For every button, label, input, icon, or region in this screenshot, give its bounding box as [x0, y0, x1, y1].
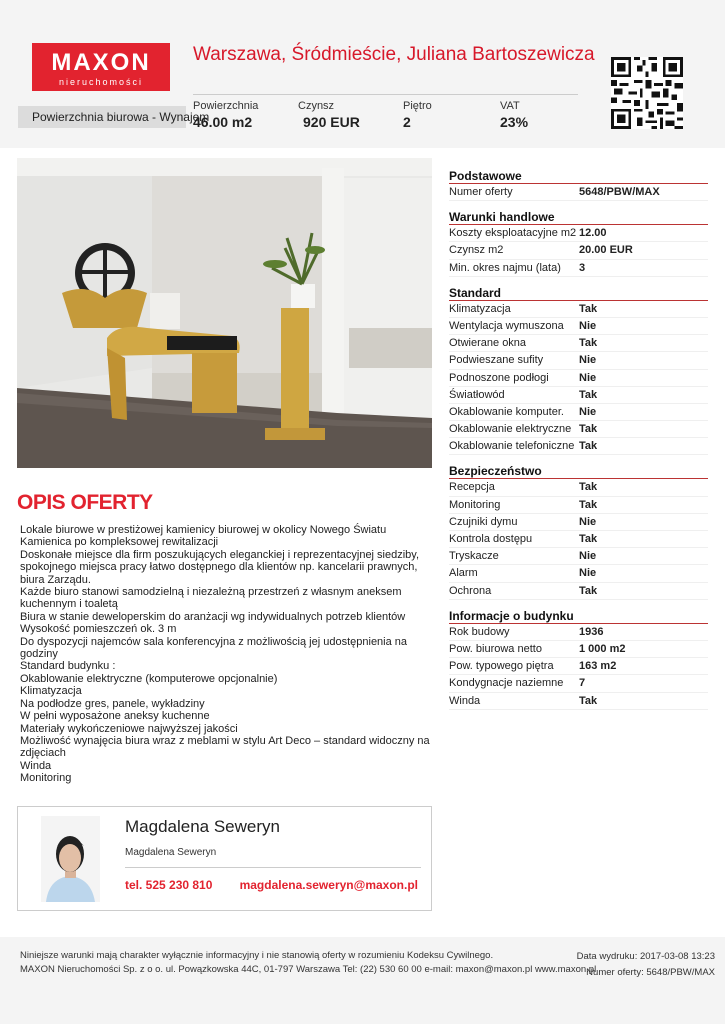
footer-meta [577, 949, 715, 981]
description-line: Monitoring [20, 772, 72, 785]
agent-subtitle: Magdalena Seweryn [125, 847, 217, 858]
detail-label: Światłowód [449, 388, 505, 401]
detail-value: Nie [579, 515, 597, 528]
agent-avatar [41, 816, 100, 902]
detail-row [449, 479, 708, 496]
detail-value: Nie [579, 371, 597, 384]
logo-brand: MAXON [51, 49, 151, 76]
qr-code-icon[interactable] [611, 57, 683, 129]
detail-value: 1936 [579, 625, 604, 638]
detail-row [449, 548, 708, 565]
detail-row [449, 242, 708, 259]
summary-value: 23% [500, 114, 529, 130]
summary-label: Powierzchnia [193, 100, 259, 112]
detail-row [449, 370, 708, 387]
detail-label: Kondygnacje naziemne [449, 677, 564, 690]
detail-value: 163 m2 [579, 660, 617, 673]
detail-value: Nie [579, 567, 597, 580]
summary-value: 920 EUR [303, 114, 360, 130]
summary-floor [403, 100, 432, 130]
summary-area [193, 100, 258, 130]
detail-row [449, 583, 708, 600]
detail-row [449, 335, 708, 352]
detail-row [449, 658, 708, 675]
footer-print-date: Data wydruku: 2017-03-08 13:23 [576, 951, 715, 962]
description-line: Doskonałe miejsce dla firm poszukujących eleganckiej i reprezentacyjnej siedziby, spokojnego miejsca pracy łatwo dostępnego dla klientów np. kancelarii prawnych, biura Zarządu. [20, 548, 420, 586]
description-line: Do dyspozycji najemców sala konferencyjna z możliwością jej udostępnienia na godziny [20, 635, 408, 661]
property-address: Warszawa, Śródmieście, Juliana Bartoszewicza [193, 44, 595, 65]
detail-label: Rok budowy [449, 625, 510, 638]
detail-row [449, 225, 708, 242]
detail-label: Okablowanie telefoniczne [449, 440, 575, 453]
detail-value: 3 [579, 261, 586, 274]
description-line: Winda [20, 759, 52, 772]
maxon-logo[interactable] [32, 43, 170, 91]
property-type-badge: Powierzchnia biurowa - Wynajem [18, 106, 186, 128]
summary-label: Piętro [403, 100, 432, 112]
description-line: Wysokość pomieszczeń ok. 3 m [20, 623, 177, 636]
detail-row [449, 531, 708, 548]
offer-details [449, 168, 708, 710]
detail-value: Tak [579, 533, 598, 545]
detail-label: Podwieszane sufity [449, 354, 544, 367]
detail-row [449, 693, 708, 710]
detail-row [449, 497, 708, 514]
detail-label: Klimatyzacja [449, 302, 511, 315]
detail-label: Pow. typowego piętra [449, 660, 554, 673]
detail-label: Pow. biurowa netto [449, 642, 542, 655]
detail-row [449, 260, 708, 277]
description-line: W pełni wyposażone aneksy kuchenne [20, 710, 210, 723]
agent-card [17, 806, 432, 911]
description-line: Lokale biurowe w prestiżowej kamienicy biurowej w okolicy Nowego Światu [20, 524, 387, 536]
divider [193, 94, 578, 95]
detail-label: Kontrola dostępu [449, 533, 533, 545]
detail-value: 1 000 m2 [579, 642, 626, 655]
detail-value: Nie [579, 405, 597, 418]
detail-row [449, 675, 708, 692]
summary-label: Czynsz [298, 100, 335, 112]
detail-row [449, 624, 708, 641]
section-title: Informacje o budynku [449, 608, 708, 624]
detail-label: Koszty eksploatacyjne m2 [449, 227, 577, 240]
header [0, 0, 725, 148]
detail-row [449, 514, 708, 531]
detail-value: Tak [579, 337, 598, 350]
description-line: Biura w stanie deweloperskim do aranżacji wg indywidualnych potrzeb klientów [20, 610, 406, 623]
detail-value: Tak [579, 584, 598, 597]
summary-vat [500, 100, 528, 130]
description-line: Materiały wykończeniowe najwyższej jakości [20, 722, 238, 735]
detail-value: 12.00 [579, 227, 607, 240]
detail-row [449, 641, 708, 658]
detail-value: Tak [579, 481, 598, 494]
footer-disclaimer: Niniejsze warunki mają charakter wyłącznie informacyjny i nie stanowią oferty w rozumieniu Kodeksu Cywilnego. [20, 950, 494, 961]
detail-value: Tak [579, 498, 598, 511]
summary-value: 46.00 m2 [193, 114, 253, 130]
detail-label: Min. okres najmu (lata) [449, 261, 561, 274]
detail-value: Nie [579, 354, 597, 367]
detail-value: Tak [579, 423, 598, 436]
description-line: Na podłodze gres, panele, wykładziny [20, 697, 205, 710]
detail-row [449, 352, 708, 369]
divider [125, 867, 421, 868]
detail-label: Wentylacja wymuszona [449, 319, 564, 332]
detail-row [449, 318, 708, 335]
description-line: Standard budynku : [20, 660, 116, 673]
agent-name: Magdalena Seweryn [125, 817, 280, 836]
agent-phone-link[interactable]: tel. 525 230 810 [125, 878, 213, 892]
detail-row [449, 184, 708, 201]
detail-label: Czynsz m2 [449, 244, 504, 257]
detail-value: Nie [579, 550, 597, 563]
footer-offer-number: Numer oferty: 5648/PBW/MAX [586, 967, 715, 978]
detail-label: Numer oferty [449, 186, 513, 198]
summary-label: VAT [500, 100, 520, 112]
detail-value: Tak [579, 694, 598, 707]
section-title: Bezpieczeństwo [449, 463, 708, 479]
section-title: Podstawowe [449, 168, 708, 184]
detail-row [449, 421, 708, 438]
section-title: Standard [449, 285, 708, 301]
footer-company: MAXON Nieruchomości Sp. z o o. ul. Powązkowska 44C, 01-797 Warszawa Tel: (22) 530 60 00 e-mail: maxon@maxon.pl www.maxon.pl [20, 964, 597, 975]
detail-row [449, 387, 708, 404]
detail-value: Nie [579, 319, 597, 332]
detail-label: Tryskacze [449, 550, 499, 563]
detail-label: Winda [449, 694, 481, 707]
logo-tagline: nieruchomości [58, 77, 144, 87]
property-photo[interactable] [17, 158, 432, 468]
detail-value: 5648/PBW/MAX [579, 186, 660, 198]
footer [0, 937, 725, 1024]
detail-label: Okablowanie komputer. [449, 405, 564, 418]
detail-label: Podnoszone podłogi [449, 371, 549, 384]
footer-info [20, 949, 596, 977]
description-line: Okablowanie elektryczne (komputerowe opcjonalnie) [20, 672, 278, 685]
detail-label: Czujniki dymu [449, 515, 518, 528]
summary-value: 2 [403, 114, 411, 130]
description-line: Kamienica po kompleksowej rewitalizacji [20, 536, 219, 549]
detail-label: Otwierane okna [449, 337, 527, 350]
detail-value: 7 [579, 677, 586, 690]
detail-label: Monitoring [449, 498, 501, 511]
description-line: Każde biuro stanowi samodzielną i niezależną przestrzeń z własnym aneksem kuchennym i toaletą [20, 586, 402, 611]
detail-label: Recepcja [449, 481, 495, 494]
description-title: OPIS OFERTY [17, 491, 153, 514]
section-title: Warunki handlowe [449, 209, 708, 225]
description-line: Klimatyzacja [20, 685, 82, 698]
detail-label: Okablowanie elektryczne [449, 423, 572, 436]
detail-label: Ochrona [449, 584, 492, 597]
detail-label: Alarm [449, 567, 478, 580]
summary-rent [298, 100, 360, 130]
detail-value: Tak [579, 440, 598, 453]
detail-value: Tak [579, 302, 598, 315]
description-body [20, 524, 430, 785]
detail-row [449, 438, 708, 455]
description-line: Możliwość wynajęcia biura wraz z meblami w stylu Art Deco – standard widoczny na zdjęciach [20, 734, 430, 760]
detail-row [449, 404, 708, 421]
agent-email-link[interactable]: magdalena.seweryn@maxon.pl [239, 878, 418, 892]
detail-value: 20.00 EUR [579, 244, 633, 257]
detail-value: Tak [579, 388, 598, 401]
detail-row [449, 565, 708, 582]
detail-row [449, 301, 708, 318]
